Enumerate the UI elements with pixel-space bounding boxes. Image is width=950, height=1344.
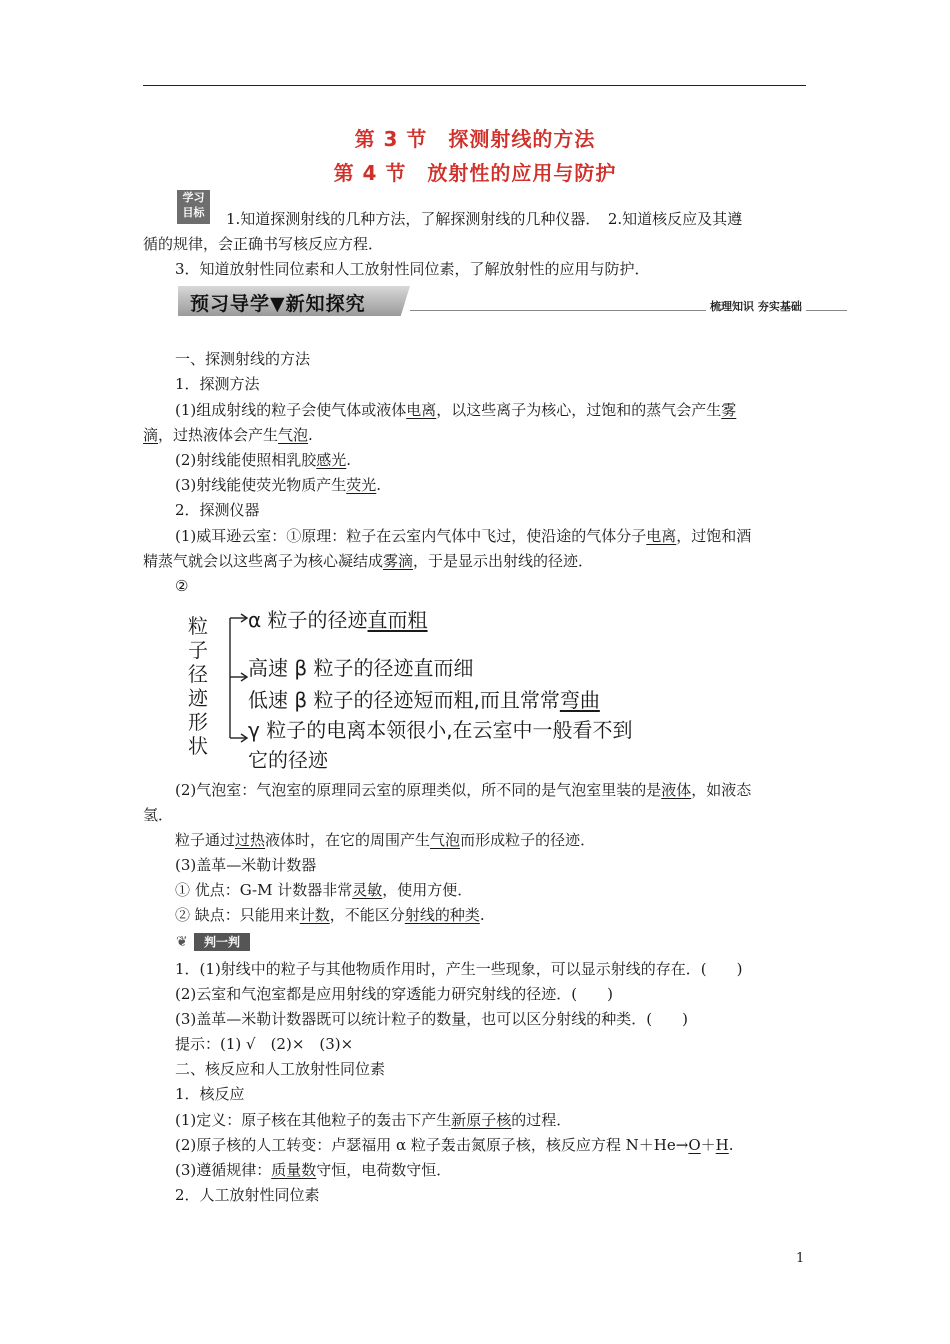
- diagram-branch-gamma-cont: 它的径迹: [248, 748, 328, 772]
- page-number: 1: [796, 1251, 805, 1266]
- objectives-line-3: 3．知道放射性同位素和人工放射性同位素，了解放射性的应用与防护．: [175, 260, 650, 278]
- paragraph-line: (1)威耳逊云室：①原理：粒子在云室内气体中飞过，使沿途的气体分子电离，过饱和酒: [175, 527, 752, 545]
- paragraph-line: (3)盖革—米勒计数器: [175, 856, 317, 874]
- subheading-methods: 1．探测方法: [175, 375, 260, 393]
- objectives-line-2: 循的规律，会正确书写核反应方程．: [143, 235, 384, 253]
- diagram-brackets: [180, 598, 250, 778]
- subheading-nuclear-reaction: 1．核反应: [175, 1085, 245, 1103]
- judge-label: ❦ 判一判: [176, 933, 251, 951]
- judge-question-3: (3)盖革—米勒计数器既可以统计粒子的数量，也可以区分射线的种类．( ): [175, 1010, 688, 1028]
- paragraph-line: ② 缺点：只能用来计数，不能区分射线的种类.: [175, 906, 485, 924]
- diagram-branch-slow-beta: 低速 β 粒子的径迹短而粗,而且常常弯曲: [248, 688, 600, 712]
- section-banner-tag: 梳理知识 夯实基础: [706, 298, 806, 314]
- paragraph-line: (2)气泡室：气泡室的原理同云室的原理类似，所不同的是气泡室里装的是液体，如液态: [175, 781, 752, 799]
- paragraph-line: (2)射线能使照相乳胶感光.: [175, 451, 352, 469]
- paragraph-line: (1)组成射线的粒子会使气体或液体电离，以这些离子为核心，过饱和的蒸气会产生雾: [175, 401, 737, 419]
- objectives-line-1: 1.知道探测射线的几种方法，了解探测射线的几种仪器． 2.知道核反应及其遵: [226, 210, 743, 228]
- diagram-vertical-label: 粒 子 径 迹 形 状: [188, 614, 208, 758]
- page-title: 第 3 节 探测射线的方法: [354, 127, 596, 151]
- section-heading-2: 二、核反应和人工放射性同位素: [175, 1060, 386, 1078]
- judge-question-1: 1．(1)射线中的粒子与其他物质作用时，产生一些现象，可以显示射线的存在．( ): [175, 960, 743, 978]
- paragraph-line: 精蒸气就会以这些离子为核心凝结成雾滴，于是显示出射线的径迹．: [143, 552, 594, 570]
- header-rule: [143, 85, 806, 86]
- judge-question-2: (2)云室和气泡室都是应用射线的穿透能力研究射线的径迹．( ): [175, 985, 613, 1003]
- paragraph-line: 滴，过热液体会产生气泡.: [143, 426, 313, 444]
- leaf-icon: ❦: [176, 934, 188, 950]
- paragraph-line: 粒子通过过热液体时，在它的周围产生气泡而形成粒子的径迹．: [175, 831, 596, 849]
- paragraph-line: ① 优点：G-M 计数器非常灵敏，使用方便．: [175, 881, 473, 899]
- section-heading-1: 一、探测射线的方法: [175, 350, 311, 368]
- judge-hint: 提示：(1) √ (2)× (3)×: [175, 1035, 354, 1053]
- paragraph-line: (3)遵循规律：质量数守恒，电荷数守恒．: [175, 1161, 452, 1179]
- paragraph-line: ②: [175, 577, 189, 595]
- paragraph-line: (2)原子核的人工转变：卢瑟福用 α 粒子轰击氮原子核，核反应方程 N＋He→O＋H.: [175, 1136, 734, 1154]
- page-subtitle: 第 4 节 放射性的应用与防护: [333, 161, 617, 185]
- paragraph-line: (1)定义：原子核在其他粒子的轰击下产生新原子核的过程．: [175, 1111, 572, 1129]
- diagram-branch-gamma: γ 粒子的电离本领很小,在云室中一般看不到: [248, 718, 633, 742]
- diagram-branch-fast-beta: 高速 β 粒子的径迹直而细: [248, 656, 474, 680]
- paragraph-line: (3)射线能使荧光物质产生荧光.: [175, 476, 382, 494]
- paragraph-line: 氢．: [143, 806, 174, 824]
- diagram-branch-alpha: α 粒子的径迹直而粗: [248, 608, 428, 632]
- section-banner-title: 预习导学▼新知探究: [190, 293, 366, 315]
- objectives-badge: 学习 目标: [177, 190, 210, 224]
- subheading-instruments: 2．探测仪器: [175, 501, 260, 519]
- track-shape-diagram: [180, 598, 680, 778]
- subheading-artificial-isotopes: 2．人工放射性同位素: [175, 1186, 320, 1204]
